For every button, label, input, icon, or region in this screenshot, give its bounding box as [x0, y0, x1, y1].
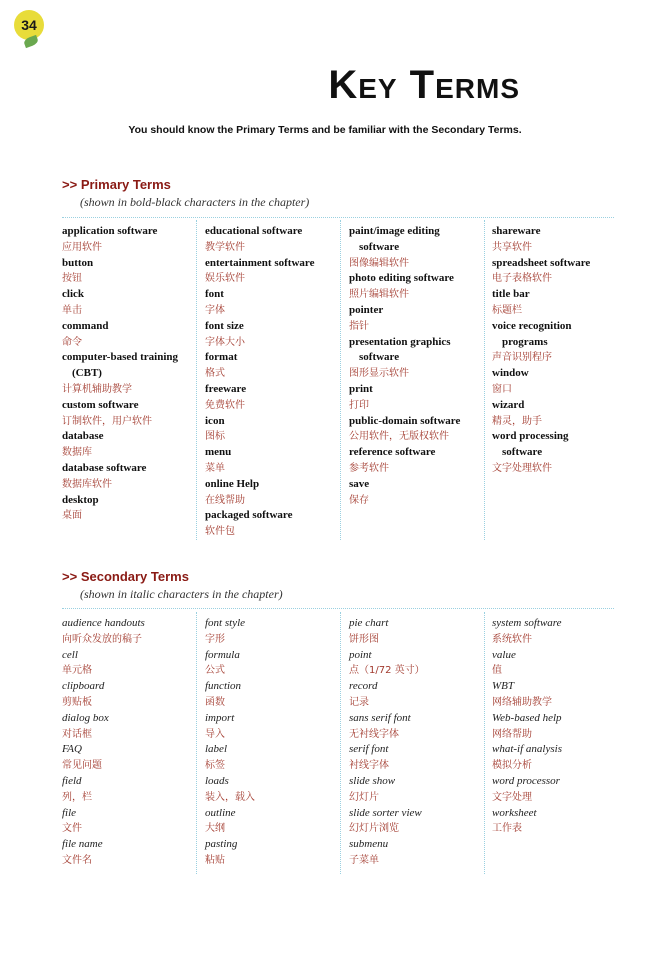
term-chinese: 衬线字体 — [349, 760, 389, 772]
term-english: command — [62, 319, 109, 332]
term-english: file — [62, 806, 77, 819]
term-chinese: 电子表格软件 — [492, 273, 552, 285]
term-english: word processor — [492, 774, 560, 787]
term-english: photo editing software — [349, 272, 454, 285]
term-chinese: 应用软件 — [62, 241, 102, 253]
term-chinese: 无衬线字体 — [349, 728, 399, 740]
term-chinese: 菜单 — [205, 462, 225, 474]
term-chinese: 文字处理 — [492, 791, 532, 803]
term-english: font size — [205, 319, 244, 332]
secondary-terms-title: Secondary Terms — [80, 569, 189, 584]
term-english: word processing — [492, 430, 569, 443]
term-english: point — [349, 648, 372, 661]
term-chinese: 网络辅助教学 — [492, 696, 552, 708]
term-chinese: 软件包 — [205, 526, 235, 538]
term-english: save — [349, 477, 370, 490]
primary-terms-title: Primary Terms — [80, 177, 171, 192]
term-chinese: 网络帮助 — [492, 728, 532, 740]
term-english-continued: software — [502, 446, 543, 459]
term-english: format — [205, 351, 238, 364]
term-chinese: 格式 — [205, 368, 225, 380]
term-english: menu — [205, 446, 232, 459]
term-english: submenu — [349, 838, 389, 851]
term-english: reference software — [349, 446, 436, 459]
term-english: system software — [492, 617, 562, 629]
term-english: formula — [205, 648, 240, 661]
term-chinese: 幻灯片 — [349, 791, 379, 803]
arrows-icon: >> — [62, 177, 78, 192]
term-chinese: 单击 — [62, 304, 82, 316]
term-chinese: 对话框 — [62, 728, 92, 740]
term-english: worksheet — [492, 806, 537, 819]
page-title: Key Terms — [328, 63, 520, 107]
term-english: shareware — [492, 225, 541, 237]
term-chinese: 打印 — [349, 399, 369, 411]
term-english: educational software — [205, 225, 303, 237]
term-english: font — [205, 288, 224, 301]
term-english: function — [205, 680, 242, 693]
term-english: pasting — [205, 838, 238, 851]
term-english: button — [62, 256, 94, 269]
term-english: public-domain software — [349, 414, 461, 427]
primary-column-4 — [492, 224, 637, 477]
term-english: pie chart — [349, 617, 389, 629]
term-chinese: 记录 — [349, 696, 369, 708]
term-english: font style — [205, 617, 246, 629]
term-chinese: 照片编辑软件 — [349, 289, 409, 301]
term-chinese: 字体 — [205, 304, 225, 316]
term-english: label — [205, 743, 227, 756]
term-english: WBT — [492, 680, 514, 693]
term-chinese: 标签 — [205, 760, 225, 772]
term-chinese: 计算机辅助教学 — [62, 383, 132, 395]
term-english: entertainment software — [205, 256, 315, 269]
term-english: sans serif font — [349, 711, 411, 724]
term-english: spreadsheet software — [492, 256, 591, 269]
term-chinese: 图形显示软件 — [349, 368, 409, 380]
term-chinese: 共享软件 — [492, 241, 532, 253]
secondary-terms-heading — [62, 569, 189, 584]
term-chinese: 命令 — [62, 336, 82, 348]
primary-column-3 — [349, 224, 494, 508]
term-english: online Help — [205, 477, 260, 490]
term-english: loads — [205, 774, 229, 787]
term-chinese: 剪贴板 — [62, 696, 92, 708]
secondary-column-2 — [205, 616, 350, 869]
term-english: what-if analysis — [492, 743, 562, 756]
term-english: presentation graphics — [349, 335, 451, 348]
term-chinese: 在线帮助 — [205, 494, 245, 506]
term-english: serif font — [349, 743, 389, 756]
term-chinese: 系统软件 — [492, 633, 532, 645]
primary-column-1 — [62, 224, 207, 524]
term-chinese: 参考软件 — [349, 462, 389, 474]
term-chinese: 子菜单 — [349, 854, 379, 866]
term-chinese: 文件名 — [62, 854, 92, 866]
term-chinese: 公式 — [205, 665, 225, 677]
secondary-divider — [62, 608, 614, 609]
term-chinese: 数据库软件 — [62, 478, 112, 490]
term-english: import — [205, 711, 235, 724]
term-chinese: 饼形图 — [349, 633, 379, 645]
term-chinese: 指针 — [349, 320, 369, 332]
term-english: packaged software — [205, 509, 293, 522]
term-chinese: 单元格 — [62, 665, 92, 677]
term-chinese: 幻灯片浏览 — [349, 823, 399, 835]
term-chinese: 声音识别程序 — [492, 352, 552, 364]
term-english: outline — [205, 806, 236, 819]
term-english: dialog box — [62, 711, 109, 724]
term-english-continued: (CBT) — [72, 367, 102, 380]
secondary-column-3 — [349, 616, 494, 869]
term-english: print — [349, 382, 373, 395]
term-chinese: 工作表 — [492, 823, 522, 835]
term-english: clipboard — [62, 680, 105, 693]
term-english: pointer — [349, 303, 384, 316]
term-chinese: 图像编辑软件 — [349, 257, 409, 269]
term-chinese: 列，栏 — [62, 791, 92, 803]
term-english: file name — [62, 838, 103, 851]
term-chinese: 标题栏 — [492, 304, 522, 316]
term-english: voice recognition — [492, 319, 572, 332]
term-chinese: 娱乐软件 — [205, 273, 245, 285]
primary-terms-heading — [62, 177, 171, 192]
term-english: database software — [62, 461, 147, 474]
term-english: field — [62, 774, 82, 787]
term-english: custom software — [62, 398, 139, 411]
term-english: title bar — [492, 288, 530, 301]
arrows-icon: >> — [62, 569, 78, 584]
primary-divider — [62, 217, 614, 218]
term-english: Web-based help — [492, 711, 562, 724]
term-english: cell — [62, 648, 78, 661]
term-english: value — [492, 648, 516, 661]
secondary-terms-note: (shown in italic characters in the chapter) — [80, 587, 283, 601]
term-english: slide show — [349, 774, 396, 787]
page-number-badge — [14, 10, 44, 40]
term-chinese: 数据库 — [62, 447, 92, 459]
term-chinese: 图标 — [205, 431, 225, 443]
term-english: click — [62, 288, 84, 301]
primary-terms-note: (shown in bold-black characters in the chapter) — [80, 195, 310, 209]
term-chinese: 装入，载入 — [205, 791, 255, 803]
term-english: icon — [205, 414, 225, 427]
term-english: audience handouts — [62, 617, 145, 629]
term-chinese: 文件 — [62, 823, 82, 835]
term-chinese: 函数 — [205, 696, 225, 708]
secondary-column-1 — [62, 616, 207, 869]
term-chinese: 订制软件，用户软件 — [62, 415, 152, 427]
term-chinese: 按钮 — [62, 273, 82, 285]
term-chinese: 窗口 — [492, 383, 512, 395]
term-chinese: 常见问题 — [62, 760, 102, 772]
page-number: 34 — [21, 17, 37, 33]
term-english-continued: software — [359, 351, 400, 364]
term-chinese: 文字处理软件 — [492, 462, 552, 474]
term-chinese: 公用软件，无版权软件 — [349, 431, 449, 443]
term-english: slide sorter view — [349, 806, 422, 819]
term-chinese: 免费软件 — [205, 399, 245, 411]
term-chinese: 教学软件 — [205, 241, 245, 253]
term-english: window — [492, 367, 529, 380]
term-chinese: 字形 — [205, 633, 225, 645]
term-english-continued: software — [359, 240, 400, 253]
term-english: paint/image editing — [349, 225, 440, 237]
term-chinese: 字体大小 — [205, 336, 245, 348]
term-chinese: 点（1/72 英寸） — [349, 665, 425, 677]
term-chinese: 导入 — [205, 728, 225, 740]
term-english: FAQ — [62, 743, 82, 756]
term-english: record — [349, 680, 378, 693]
term-chinese: 值 — [492, 665, 502, 677]
primary-column-2 — [205, 224, 350, 540]
term-english: database — [62, 430, 104, 443]
page-subtitle: You should know the Primary Terms and be familiar with the Secondary Terms. — [128, 124, 522, 136]
term-english-continued: programs — [502, 335, 548, 348]
term-english: freeware — [205, 382, 247, 395]
secondary-column-4 — [492, 616, 637, 837]
term-chinese: 粘贴 — [205, 854, 225, 866]
term-chinese: 保存 — [349, 494, 369, 506]
term-chinese: 模拟分析 — [492, 760, 532, 772]
term-chinese: 向听众发放的稿子 — [62, 633, 142, 645]
term-chinese: 精灵，助手 — [492, 415, 542, 427]
term-english: wizard — [492, 398, 525, 411]
term-english: desktop — [62, 493, 99, 506]
term-english: application software — [62, 225, 158, 237]
term-chinese: 桌面 — [62, 510, 82, 522]
term-english: computer-based training — [62, 351, 179, 364]
term-chinese: 大纲 — [205, 823, 225, 835]
